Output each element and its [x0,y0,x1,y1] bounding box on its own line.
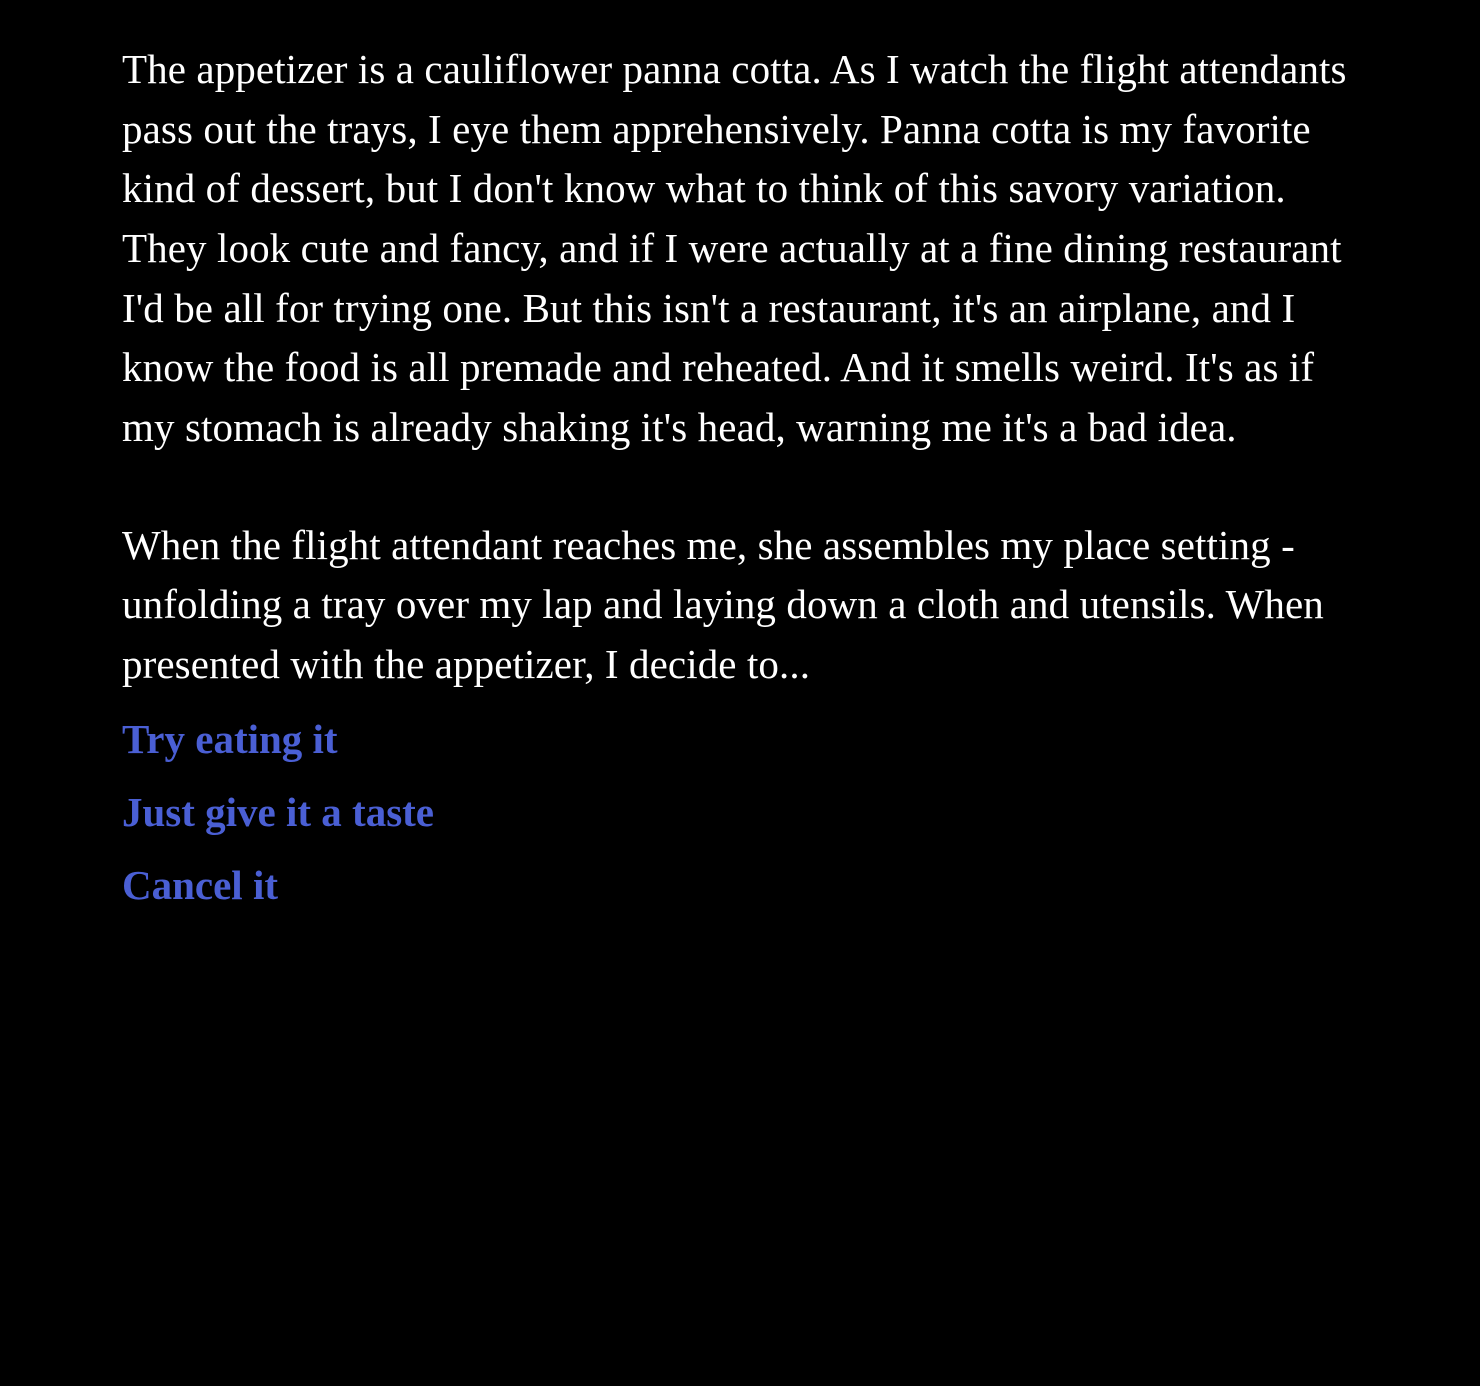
story-paragraph: When the flight attendant reaches me, she assembles my place setting - unfolding a tray over my lap and laying down a cloth and utensils. When presented with the appetizer, I decide to... [122,521,1324,687]
choice-list [122,703,1370,922]
choice-just-give-it-a-taste[interactable]: Just give it a taste [122,788,435,835]
choice-try-eating-it[interactable]: Try eating it [122,715,338,762]
story-paragraph: The appetizer is a cauliflower panna cotta. As I watch the flight attendants pass out the trays, I eye them apprehensively. Panna cotta is my favorite kind of dessert, but I don't know what to think of this savory variation. They look cute and fancy, and if I were actually at a fine dining restaurant I'd be all for trying one. But this isn't a restaurant, it's an airplane, and I know the food is all premade and reheated. And it smells weird. It's as if my stomach is already shaking it's head, warning me it's a bad idea. [122,46,1347,450]
story-text [122,40,1370,695]
choice-cancel-it[interactable]: Cancel it [122,861,278,908]
